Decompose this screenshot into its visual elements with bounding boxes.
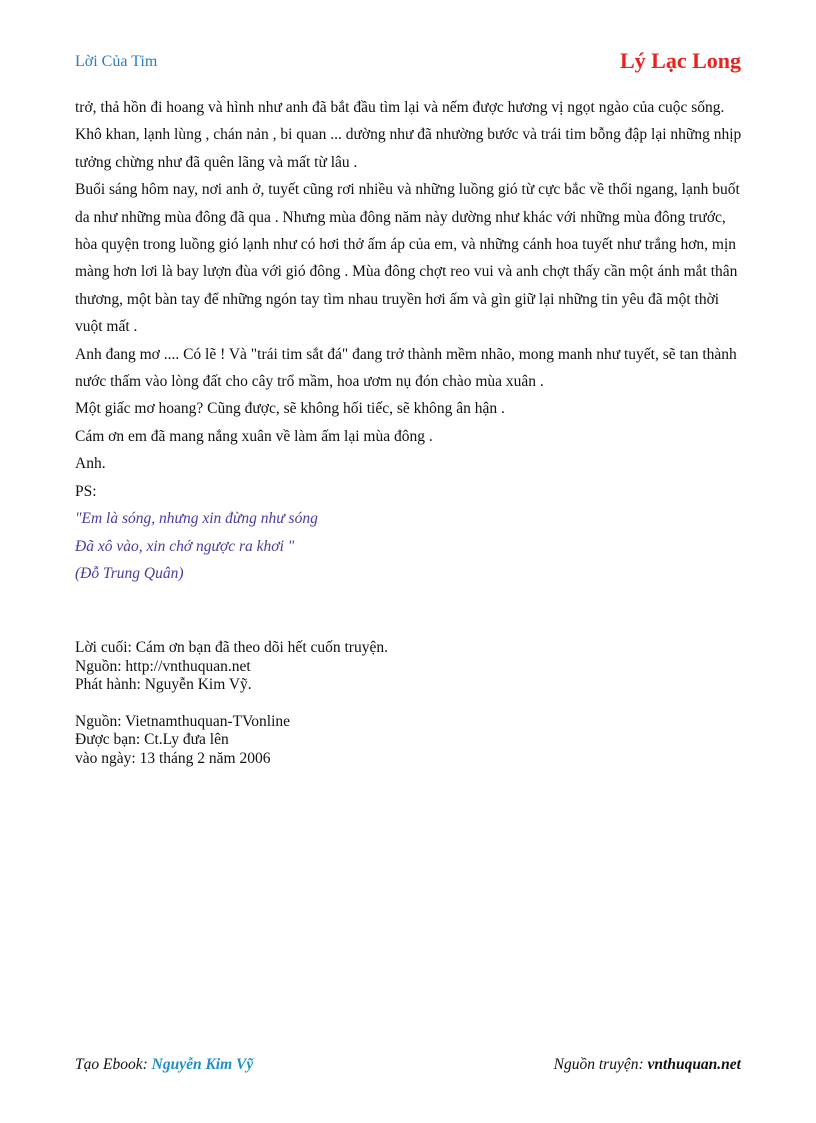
paragraph: Một giấc mơ hoang? Cũng được, sẽ không hối tiếc, sẽ không ân hận .	[75, 400, 505, 418]
footer-source-credit	[554, 1056, 741, 1074]
paragraph: Anh đang mơ .... Có lẽ ! Và "trái tim sắt đá" đang trở thành mềm nhão, mong manh như tuyết, sẽ tan thành nước thấm vào lòng đất cho cây trổ mầm, hoa ươm nụ đón chào mùa xuân .	[75, 345, 737, 391]
closing-notes	[75, 639, 745, 769]
paragraph: Buổi sáng hôm nay, nơi anh ở, tuyết cũng rơi nhiều và những luồng gió từ cực bắc về thổi ngang, lạnh buốt da như những mùa đông đã qua . Nhưng mùa đông năm này dường như khác với những mùa đông trước, hòa quyện trong luồng gió lạnh như có hơi thở ấm áp của em, và những cánh hoa tuyết như trắng hơn, mịn màng hơn lơi là bay lượn đùa với gió đông . Mùa đông chợt reo vui và anh chợt thấy cần một ánh mắt thân thương, một bàn tay để những ngón tay tìm nhau truyền hơi ấm và gìn giữ lại những tin yêu đã một thời vuột mất .	[75, 181, 740, 336]
signature-line: Anh.	[75, 455, 106, 473]
footer-source-site: vnthuquan.net	[647, 1056, 741, 1073]
ps-label: PS:	[75, 482, 97, 500]
footer-ebook-name: Nguyễn Kim Vỹ	[151, 1056, 254, 1073]
footer-ebook-credit	[75, 1056, 253, 1074]
closing-line: Phát hành: Nguyễn Kim Vỹ.	[75, 676, 252, 694]
footer-separator: :	[142, 1056, 152, 1073]
story-body	[75, 94, 745, 587]
closing-line: Lời cuối: Cám ơn bạn đã theo dõi hết cuốn truyện.	[75, 639, 388, 656]
closing-line: Nguồn: http://vnthuquan.net	[75, 657, 251, 675]
footer-separator: :	[638, 1056, 648, 1073]
poem-line: "Em là sóng, nhưng xin đừng như sóng	[75, 510, 318, 528]
header-author: Lý Lạc Long	[619, 48, 741, 73]
header-book-title: Lời Của Tim	[75, 53, 158, 70]
closing-line: Được bạn: Ct.Ly đưa lên	[75, 731, 229, 749]
poem-line: Đã xô vào, xin chớ ngược ra khơi "	[75, 537, 295, 555]
footer-source-label: Nguồn truyện	[553, 1056, 639, 1073]
paragraph: Cám ơn em đã mang nắng xuân về làm ấm lại mùa đông .	[75, 427, 433, 445]
paragraph: trở, thả hồn đi hoang và hình như anh đã bắt đầu tìm lại và nếm được hương vị ngọt ngào của cuộc sống. Khô khan, lạnh lùng , chán nản , bi quan ... dường như đã nhường bước và trái tim bỗng đập lại những nhịp tưởng chừng như đã quên lãng và mất từ lâu .	[75, 99, 742, 171]
spacer	[75, 695, 745, 713]
footer-ebook-label: Tạo Ebook	[75, 1056, 143, 1073]
poem-attribution: (Đỗ Trung Quân)	[75, 564, 184, 582]
closing-line: Nguồn: Vietnamthuquan-TVonline	[75, 712, 291, 730]
closing-line: vào ngày: 13 tháng 2 năm 2006	[75, 749, 271, 767]
